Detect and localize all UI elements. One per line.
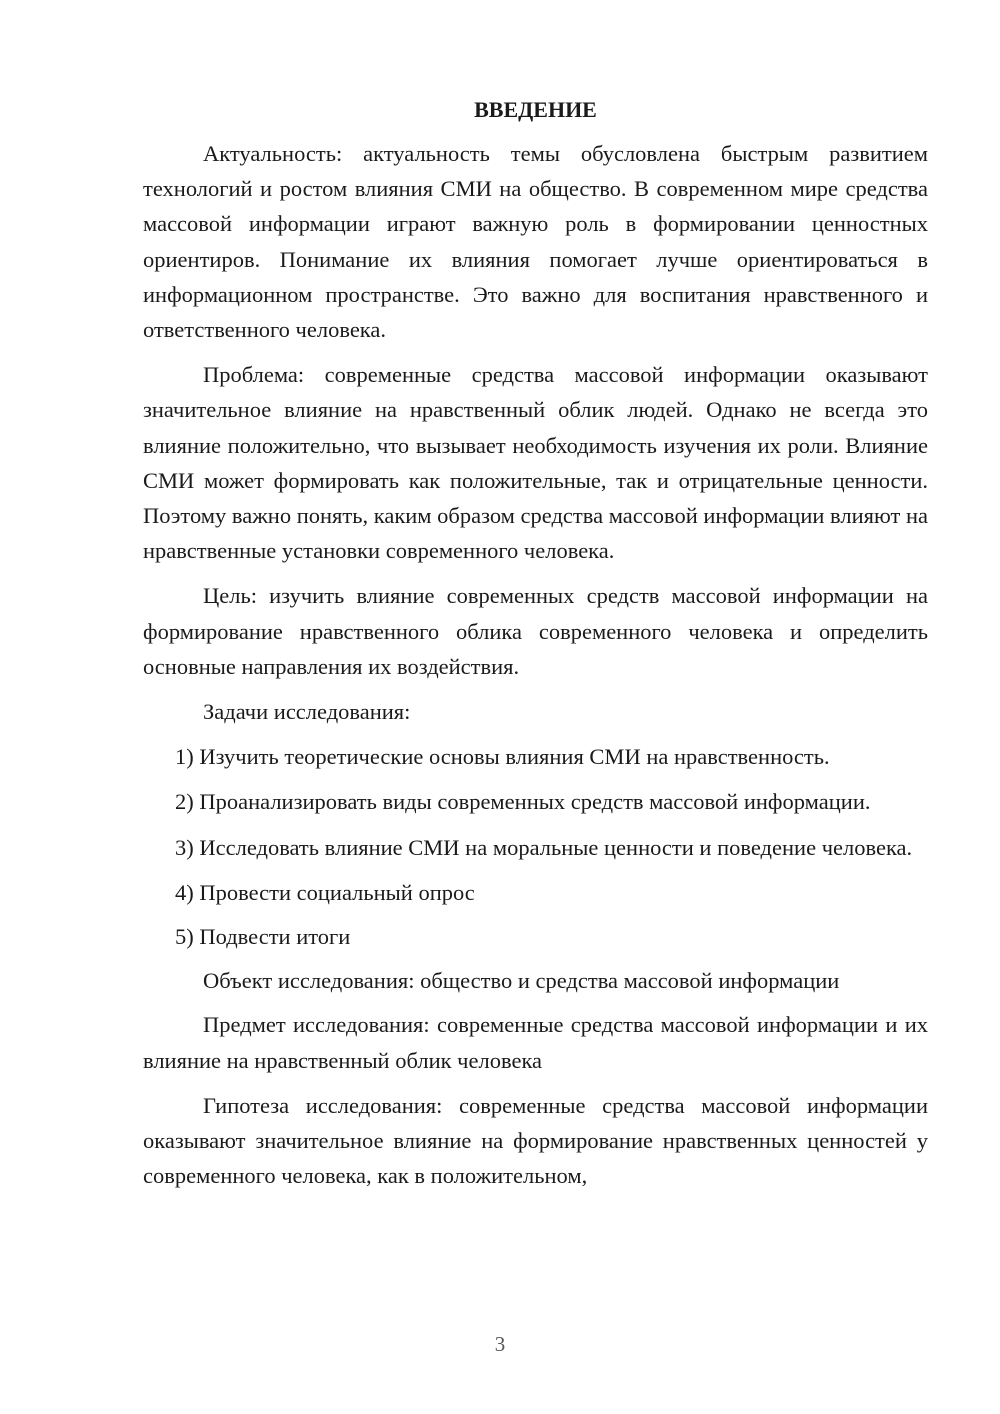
task-item-4: 4) Провести социальный опрос	[175, 879, 475, 905]
hypothesis-paragraph: Гипотеза исследования: современные средства массовой информации оказывают значительное влияние на формирование нравственных ценностей у современного человека, как в положительном,	[143, 1092, 928, 1189]
section-heading: ВВЕДЕНИЕ	[474, 97, 597, 122]
page-number: 3	[494, 1332, 506, 1356]
subject-paragraph: Предмет исследования: современные средства массовой информации и их влияние на нравственный облик человека	[143, 1012, 928, 1073]
task-item-1: 1) Изучить теоретические основы влияния СМИ на нравственность.	[175, 744, 830, 770]
object-paragraph: Объект исследования: общество и средства массовой информации	[203, 968, 840, 994]
relevance-paragraph: Актуальность: актуальность темы обусловлена быстрым развитием технологий и ростом влияния СМИ на общество. В современном мире средства массовой информации играют важную роль в формировании ценностных ориентиров. Понимание их влияния помогает лучше ориентироваться в информационном пространстве. Это важно для воспитания нравственного и ответственного человека.	[143, 141, 928, 343]
task-item-5: 5) Подвести итоги	[175, 924, 351, 950]
goal-paragraph: Цель: изучить влияние современных средств массовой информации на формирование нравственного облика современного человека и определить основные направления их воздействия.	[143, 583, 928, 679]
problem-paragraph: Проблема: современные средства массовой информации оказывают значительное влияние на нравственный облик людей. Однако не всегда это влияние положительно, что вызывает необходимость изучения их роли. Влияние СМИ может формировать как положительные, так и отрицательные ценности. Поэтому важно понять, каким образом средства массовой информации влияют на нравственные установки современного человека.	[143, 362, 928, 564]
document-body	[143, 92, 928, 1193]
task-item-2: 2) Проанализировать виды современных средств массовой информации.	[175, 789, 871, 815]
task-item-3: 3) Исследовать влияние СМИ на моральные ценности и поведение человека.	[175, 834, 913, 860]
tasks-heading: Задачи исследования:	[203, 699, 411, 725]
